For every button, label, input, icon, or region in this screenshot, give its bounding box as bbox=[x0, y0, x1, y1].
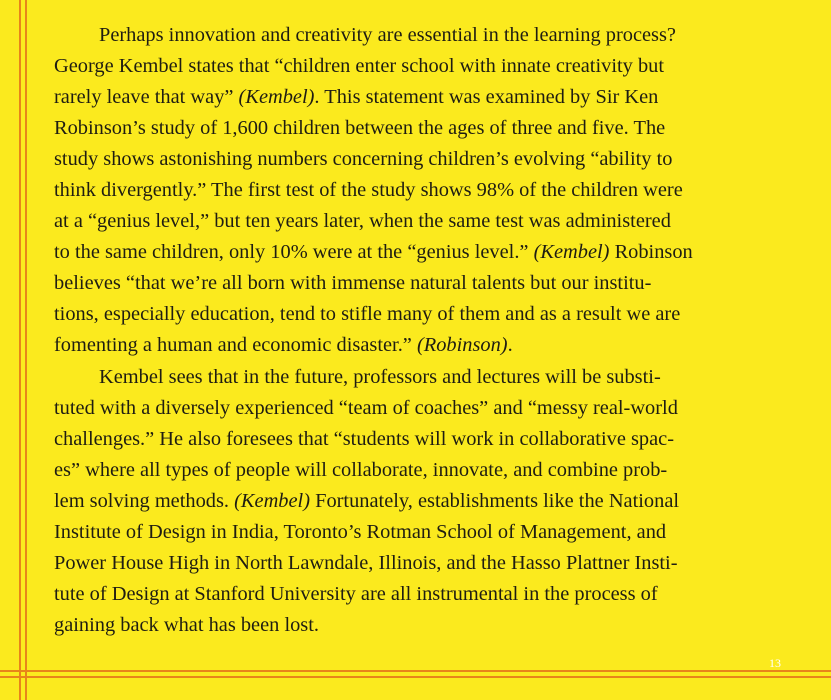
text-segment: Kembel sees that in the future, professors and lectures will be substi- bbox=[99, 365, 661, 388]
text-segment: lem solving methods. bbox=[54, 489, 235, 512]
text-line bbox=[54, 393, 816, 424]
text-line bbox=[54, 486, 816, 517]
text-segment: to the same children, only 10% were at the “genius level.” bbox=[54, 241, 534, 264]
text-segment: rarely leave that way” bbox=[54, 86, 239, 109]
text-line bbox=[54, 268, 816, 299]
text-segment: believes “that we’re all born with immense natural talents but our institu- bbox=[54, 272, 652, 295]
text-line bbox=[54, 51, 816, 82]
text-segment: fomenting a human and economic disaster.” bbox=[54, 334, 417, 357]
text-line bbox=[54, 175, 816, 206]
paragraph bbox=[54, 20, 816, 362]
text-line bbox=[54, 113, 816, 144]
text-segment: tions, especially education, tend to stifle many of them and as a result we are bbox=[54, 303, 681, 326]
text-segment: Power House High in North Lawndale, Illinois, and the Hasso Plattner Insti- bbox=[54, 551, 678, 574]
text-line bbox=[54, 548, 816, 579]
text-segment: . This statement was examined by Sir Ken bbox=[314, 86, 659, 109]
text-segment: study shows astonishing numbers concerning children’s evolving “ability to bbox=[54, 148, 673, 171]
text-line bbox=[54, 579, 816, 610]
body-text bbox=[54, 20, 816, 641]
citation: (Kembel) bbox=[533, 241, 610, 264]
text-line bbox=[54, 299, 816, 330]
citation: (Kembel) bbox=[234, 489, 310, 512]
text-line bbox=[54, 237, 816, 268]
text-segment: tute of Design at Stanford University are all instrumental in the process of bbox=[54, 582, 658, 605]
page-number: 13 bbox=[769, 656, 781, 670]
text-line bbox=[54, 330, 816, 361]
text-segment: gaining back what has been lost. bbox=[54, 613, 320, 636]
text-line bbox=[54, 517, 816, 548]
text-segment: think divergently.” The first test of the study shows 98% of the children were bbox=[54, 179, 683, 202]
text-segment: Perhaps innovation and creativity are essential in the learning process? bbox=[99, 24, 676, 46]
citation: (Robinson) bbox=[416, 334, 508, 357]
paragraph bbox=[54, 362, 816, 641]
text-segment: at a “genius level,” but ten years later, when the same test was administered bbox=[54, 210, 671, 233]
text-line bbox=[54, 424, 816, 455]
text-line bbox=[54, 610, 816, 641]
text-segment: es” where all types of people will collaborate, innovate, and combine prob- bbox=[54, 458, 668, 481]
text-segment: Fortunately, establishments like the National bbox=[310, 489, 680, 512]
text-line bbox=[54, 20, 816, 51]
citation: (Kembel) bbox=[238, 86, 315, 109]
text-line bbox=[54, 206, 816, 237]
bottom-rule-upper bbox=[0, 670, 831, 672]
text-segment: Robinson’s study of 1,600 children between the ages of three and five. The bbox=[54, 117, 666, 140]
text-line bbox=[54, 144, 816, 175]
left-rule-inner bbox=[25, 0, 27, 700]
text-segment: challenges.” He also foresees that “students will work in collaborative spac- bbox=[54, 427, 675, 450]
text-segment: . bbox=[507, 334, 513, 357]
bottom-rule-lower bbox=[0, 676, 831, 678]
text-line bbox=[54, 82, 816, 113]
left-rule-outer bbox=[19, 0, 21, 700]
text-segment: George Kembel states that “children enter school with innate creativity but bbox=[54, 55, 665, 78]
text-segment: tuted with a diversely experienced “team of coaches” and “messy real-world bbox=[54, 396, 678, 419]
text-segment: Robinson bbox=[609, 241, 693, 264]
text-line bbox=[54, 455, 816, 486]
text-segment: Institute of Design in India, Toronto’s Rotman School of Management, and bbox=[54, 520, 667, 543]
text-line bbox=[54, 362, 816, 393]
